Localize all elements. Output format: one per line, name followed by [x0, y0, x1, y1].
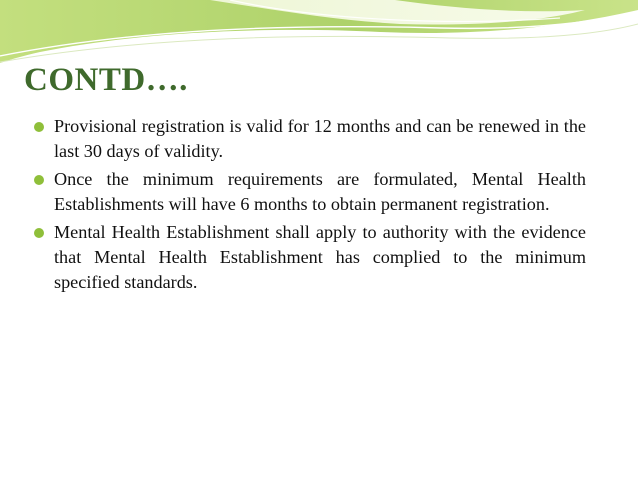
- green-dot-icon: [34, 228, 44, 238]
- green-dot-icon: [34, 175, 44, 185]
- bullet-text: Mental Health Establishment shall apply to authority with the evidence that Mental Health Establishment has complied to the minimum specified standards.: [54, 222, 586, 292]
- bullet-item: [32, 167, 586, 217]
- bullet-item: [32, 220, 586, 295]
- bullet-list: [32, 114, 586, 298]
- bullet-text: Provisional registration is valid for 12 months and can be renewed in the last 30 days of validity.: [54, 116, 586, 161]
- green-dot-icon: [34, 122, 44, 132]
- bullet-text: Once the minimum requirements are formulated, Mental Health Establishments will have 6 months to obtain permanent registration.: [54, 169, 586, 214]
- bullet-item: [32, 114, 586, 164]
- slide-title: CONTD….: [24, 62, 188, 98]
